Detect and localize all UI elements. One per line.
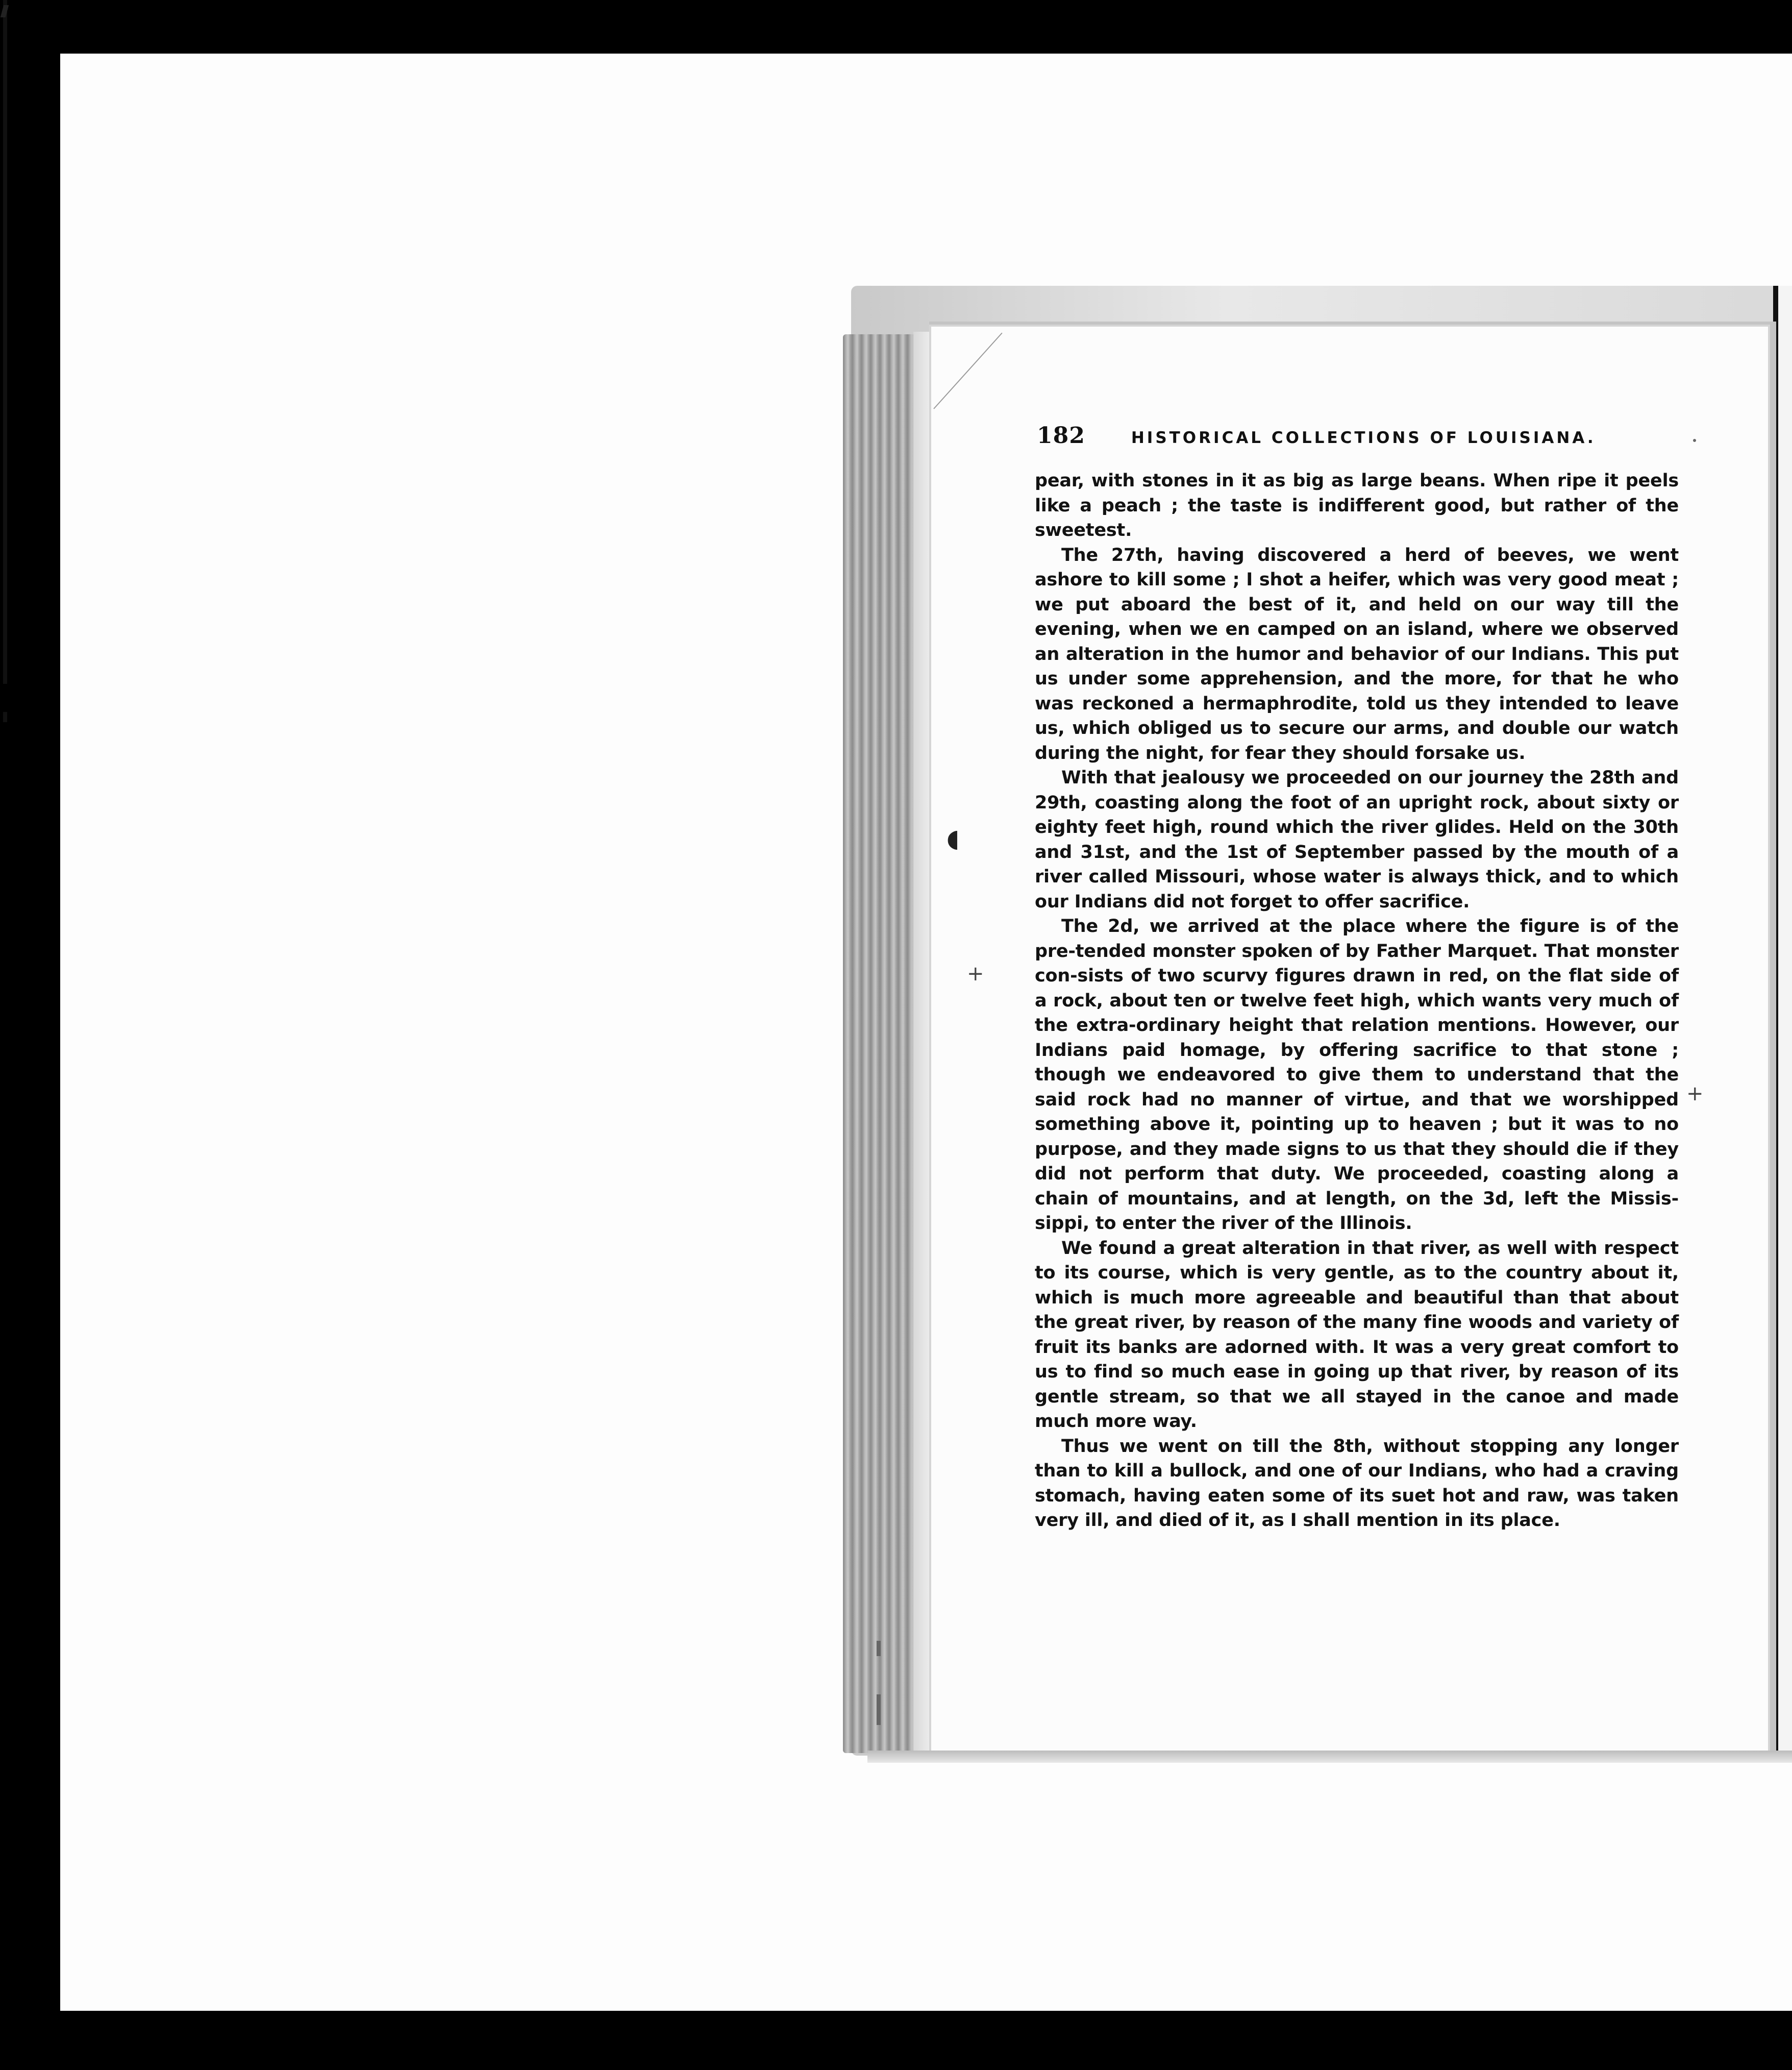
body-text: [1035, 469, 1679, 1533]
paragraph-1: pear, with stones in it as big as large beans. When ripe it peels like a peach ; the taste is indifferent good, but rather of the sweetest.: [1035, 471, 1679, 540]
page-header: [1037, 423, 1700, 453]
film-corner-tick: [1, 5, 9, 17]
book-facing-page-edge: [1773, 286, 1792, 1756]
page-number: 182: [1037, 423, 1085, 449]
margin-ink-mark: ◖: [947, 824, 960, 853]
film-edge-mark: [3, 0, 7, 684]
paragraph-6: Thus we went on till the 8th, without stopping any longer than to kill a bullock, and one of our Indians, who had a craving stomach, having eaten some of its suet hot and raw, was taken very ill, and died of it, as I shall mention in its place.: [1035, 1436, 1679, 1531]
paragraph-4: The 2d, we arrived at the place where the figure is of the pre-tended monster spoken of by Father Marquet. That monster con-sists of two scurvy figures drawn in red, on the flat side of a rock, about ten or twelve feet high, which wants very much of the extra-ordinary height that relation mentions. However, our Indians paid homage, by offering sacrifice to that stone ; though we endeavored to give them to understand that the said rock had no manner of virtue, and that we worshipped something above it, pointing up to heaven ; but it was to no purpose, and they made signs to us that they should die if they did not perform that duty. We proceeded, coasting along a chain of mountains, and at length, on the 3d, left the Missis-sippi, to enter the river of the Illinois.: [1035, 916, 1679, 1234]
book-bottom-edge: [867, 1751, 1792, 1763]
running-head: HISTORICAL COLLECTIONS OF LOUISIANA.: [1131, 429, 1596, 447]
paragraph-5: We found a great alteration in that river, as well with respect to its course, which is very gentle, as to the country about it, which is much more agreeable and beautiful than that about the great river, by reason of the many fine woods and variety of fruit its banks are adorned with. It was a very great comfort to us to find so much ease in going up that river, by reason of its gentle stream, so that we all stayed in the canoe and made much more way.: [1035, 1238, 1679, 1432]
book-page-edges-highlight: [913, 332, 933, 1756]
paragraph-3: With that jealousy we proceeded on our journey the 28th and 29th, coasting along the foot of an upright rock, about sixty or eighty feet high, round which the river glides. Held on the 30th and 31st, and the 1st of September passed by the mouth of a river called Missouri, whose water is always thick, and to which our Indians did not forget to offer sacrifice.: [1035, 768, 1679, 912]
page-edge-notch: [877, 1641, 881, 1656]
paragraph-2: The 27th, having discovered a herd of beeves, we went ashore to kill some ; I shot a heifer, which was very good meat ; we put aboard the best of it, and held on our way till the evening, when we en camped on an island, where we observed an alteration in the humor and behavior of our Indians. This put us under some apprehension, and the more, for that he who was reckoned a hermaphrodite, told us they intended to leave us, which obliged us to secure our arms, and double our watch during the night, for fear they should forsake us.: [1035, 545, 1679, 763]
margin-plus-mark-right: +: [1686, 1082, 1704, 1105]
film-edge-mark-lower: [3, 712, 7, 722]
margin-plus-mark: +: [967, 962, 984, 985]
page-edge-notch-lower: [877, 1694, 881, 1725]
